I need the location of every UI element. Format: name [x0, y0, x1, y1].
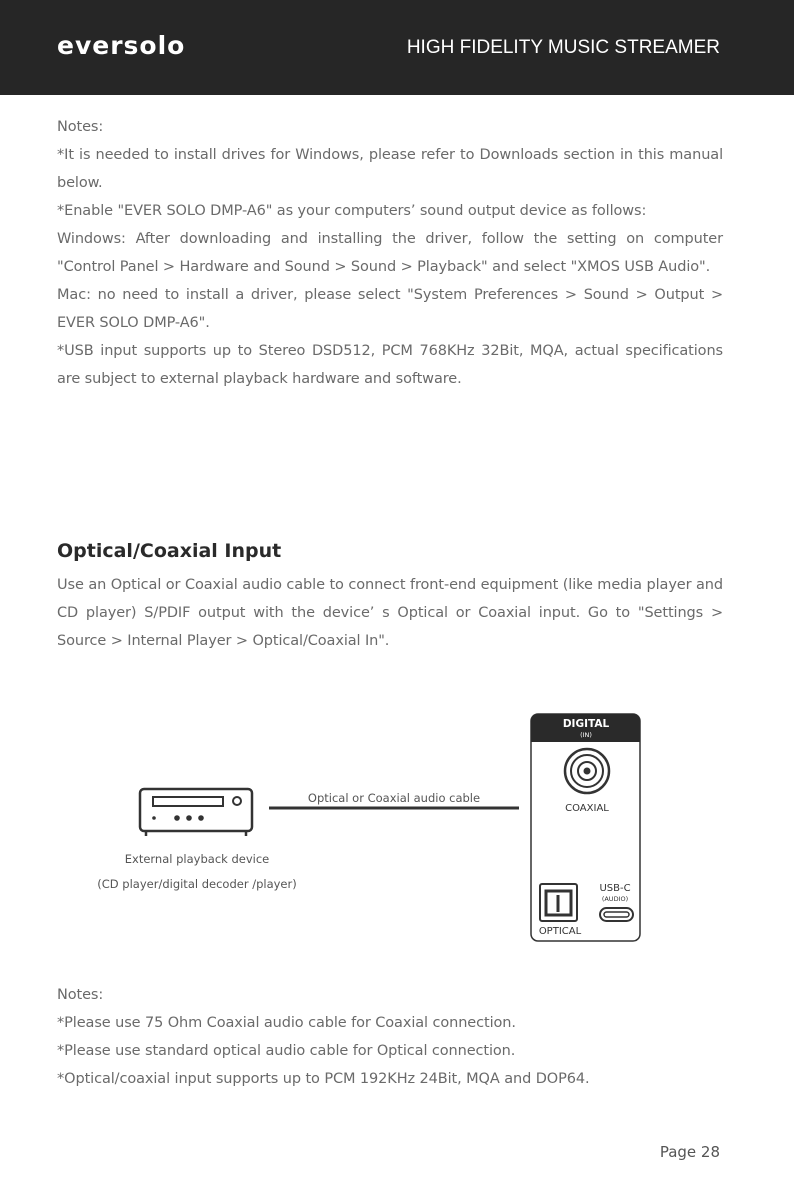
section-title: Optical/Coaxial Input [57, 540, 282, 562]
note-line: *Enable "EVER SOLO DMP-A6" as your computers’ sound output device as follows: [57, 203, 647, 219]
note-line: *Please use 75 Ohm Coaxial audio cable for Coaxial connection. [57, 1015, 516, 1031]
coaxial-port-icon [565, 749, 609, 793]
panel-subtitle: (IN) [580, 731, 592, 739]
usb-label: USB-C [599, 883, 631, 894]
section-body-text: Use an Optical or Coaxial audio cable to connect front-end equipment (like media player and CD player) S/PDIF output with the device’ s Optical or Coaxial input. Go to "Settings > Source > Internal Player > Optical/Coaxial In". [57, 577, 723, 649]
note-line: *USB input supports up to Stereo DSD512, PCM 768KHz 32Bit, MQA, actual specifications are subject to external playback hardware and software. [57, 343, 723, 387]
cd-player-icon [140, 789, 252, 836]
coaxial-label: COAXIAL [565, 803, 609, 814]
device-label: External playback device [124, 852, 270, 866]
connection-diagram [0, 700, 794, 1000]
notes-top [57, 113, 723, 393]
notes-heading: Notes: [57, 119, 104, 135]
brand-logo: eversolo [57, 31, 186, 60]
note-line: Windows: After downloading and installing the driver, follow the setting on computer "Control Panel > Hardware and Sound > Sound > Playback" and select "XMOS USB Audio". [57, 231, 723, 275]
note-line: *It is needed to install drives for Windows, please refer to Downloads section in this manual below. [57, 147, 723, 191]
page-header [0, 0, 794, 95]
notes-heading: Notes: [57, 987, 104, 1003]
header-tagline: HIGH FIDELITY MUSIC STREAMER [406, 37, 720, 58]
page-number: Page 28 [659, 1143, 720, 1161]
usb-sublabel: (AUDIO) [601, 895, 629, 903]
optical-label: OPTICAL [538, 926, 582, 937]
device-sublabel: (CD player/digital decoder /player) [97, 877, 297, 891]
note-line: Mac: no need to install a driver, please select "System Preferences > Sound > Output > EVER SOLO DMP-A6". [57, 287, 723, 331]
panel-title: DIGITAL [562, 718, 610, 730]
section-body [57, 571, 723, 655]
notes-bottom [57, 981, 723, 1093]
note-line: *Please use standard optical audio cable for Optical connection. [57, 1043, 516, 1059]
cable-label: Optical or Coaxial audio cable [307, 791, 481, 805]
optical-port-icon [540, 884, 577, 921]
note-line: *Optical/coaxial input supports up to PCM 192KHz 24Bit, MQA and DOP64. [57, 1071, 590, 1087]
